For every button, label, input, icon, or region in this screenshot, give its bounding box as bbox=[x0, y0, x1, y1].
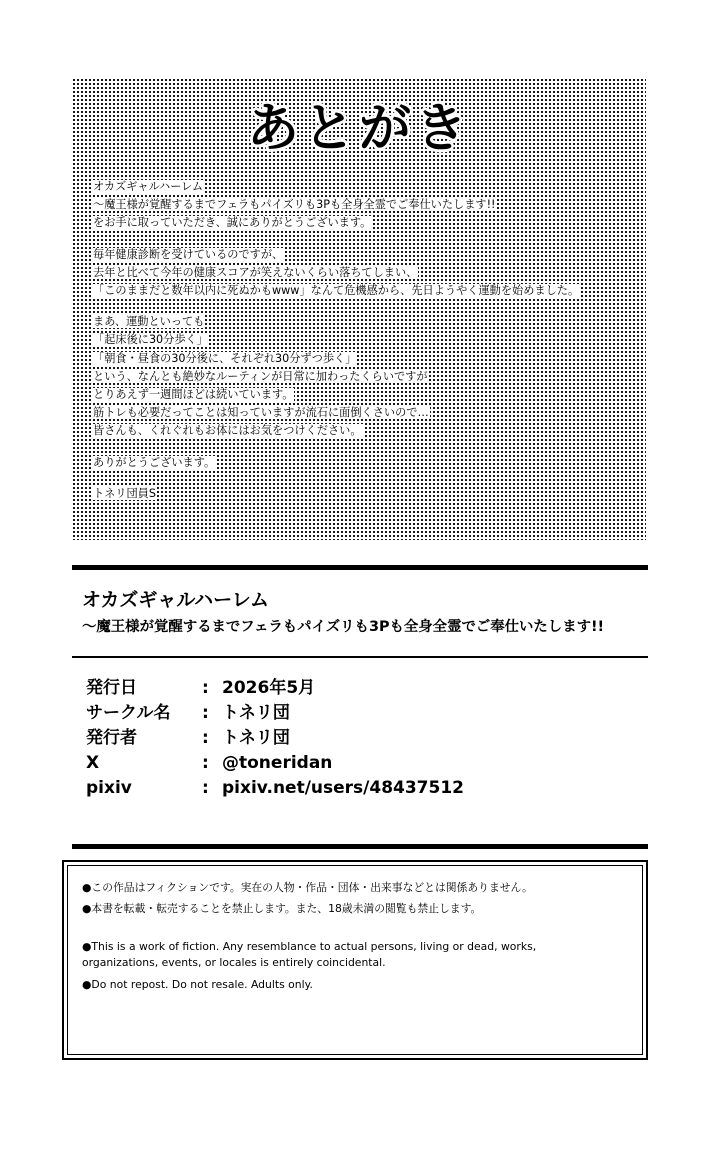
notice-line-fiction-en-1: ●This is a work of fiction. Any resemblance to actual persons, living or dead, works, bbox=[82, 940, 537, 953]
notice-box bbox=[62, 860, 648, 1060]
info-key: pixiv bbox=[86, 778, 132, 798]
afterword-signature: トネリ団員S bbox=[93, 486, 156, 500]
afterword-paragraph bbox=[92, 178, 632, 233]
afterword-line: という、なんとも絶妙なルーティンが日常に加わったくらいですが bbox=[93, 369, 428, 383]
info-value: @toneridan bbox=[222, 753, 333, 773]
afterword-paragraph bbox=[92, 454, 632, 472]
info-separator: : bbox=[202, 678, 209, 698]
notice-line-fiction-jp: ●この作品はフィクションです。実在の人物・作品・団体・出来事などとは関係ありません。 bbox=[82, 881, 533, 894]
notice-line-fiction-en-2: organizations, events, or locales is entirely coincidental. bbox=[82, 956, 386, 969]
info-separator: : bbox=[202, 728, 209, 748]
book-subtitle: ～魔王様が覚醒するまでフェラもパイズリも3Pも全身全霊でご奉仕いたします!! bbox=[82, 619, 605, 635]
info-key: 発行者 bbox=[86, 728, 137, 748]
info-key: X bbox=[86, 753, 100, 773]
info-value: トネリ団 bbox=[222, 703, 290, 723]
afterword-line: ありがとうございます。 bbox=[93, 455, 216, 469]
notice-line-repost-jp: ●本書を転載・転売することを禁止します。また、18歳未満の閲覧も禁止します。 bbox=[82, 902, 482, 915]
info-key: 発行日 bbox=[86, 678, 137, 698]
afterword-title: あとがき bbox=[246, 99, 471, 159]
colophon-divider bbox=[72, 656, 648, 658]
afterword-line: をお手に取っていただき、誠にありがとうございます。 bbox=[93, 216, 372, 230]
afterword-panel bbox=[72, 78, 646, 540]
info-separator: : bbox=[202, 778, 209, 798]
info-value: pixiv.net/users/48437512 bbox=[222, 778, 465, 798]
afterword-line: まあ、運動といっても bbox=[93, 315, 205, 329]
afterword-body bbox=[92, 178, 632, 516]
book-title: オカズギャルハーレム bbox=[82, 589, 269, 611]
afterword-paragraph bbox=[92, 485, 632, 503]
info-key: サークル名 bbox=[86, 703, 171, 723]
afterword-paragraph bbox=[92, 246, 632, 301]
afterword-line: 去年と比べて今年の健康スコアが笑えないくらい落ちてしまい、 bbox=[93, 265, 418, 279]
notice-inner-frame bbox=[67, 865, 643, 1055]
afterword-line: 毎年健康診断を受けているのですが、 bbox=[93, 247, 284, 261]
notice-line-repost-en: ●Do not repost. Do not resale. Adults only. bbox=[82, 978, 313, 991]
afterword-line: ～魔王様が覚醒するまでフェラもパイズリも3Pも全身全霊でご奉仕いたします!! bbox=[93, 198, 496, 212]
afterword-paragraph bbox=[92, 313, 632, 440]
afterword-line: オカズギャルハーレム bbox=[93, 180, 204, 193]
colophon-top-rule bbox=[72, 565, 648, 570]
afterword-line: 「起床後に30分歩く」 bbox=[93, 333, 208, 347]
afterword-line: 「朝食・昼食の30分後に、それぞれ30分ずつ歩く」 bbox=[93, 351, 357, 365]
afterword-line: 筋トレも必要だってことは知っていますが流石に面倒くさいので… bbox=[93, 406, 429, 420]
info-value: トネリ団 bbox=[222, 728, 290, 748]
colophon-bottom-rule bbox=[72, 844, 648, 849]
afterword-line: 「このままだと数年以内に死ぬかもwww」なんて危機感から、先日ようやく運動を始めました。 bbox=[93, 284, 580, 298]
info-separator: : bbox=[202, 703, 209, 723]
info-value: 2026年5月 bbox=[222, 678, 316, 698]
info-separator: : bbox=[202, 753, 209, 773]
afterword-line: とりあえず一週間ほどは続いています。 bbox=[93, 388, 294, 402]
afterword-line: 皆さんも、くれぐれもお体にはお気をつけください。 bbox=[93, 424, 362, 438]
